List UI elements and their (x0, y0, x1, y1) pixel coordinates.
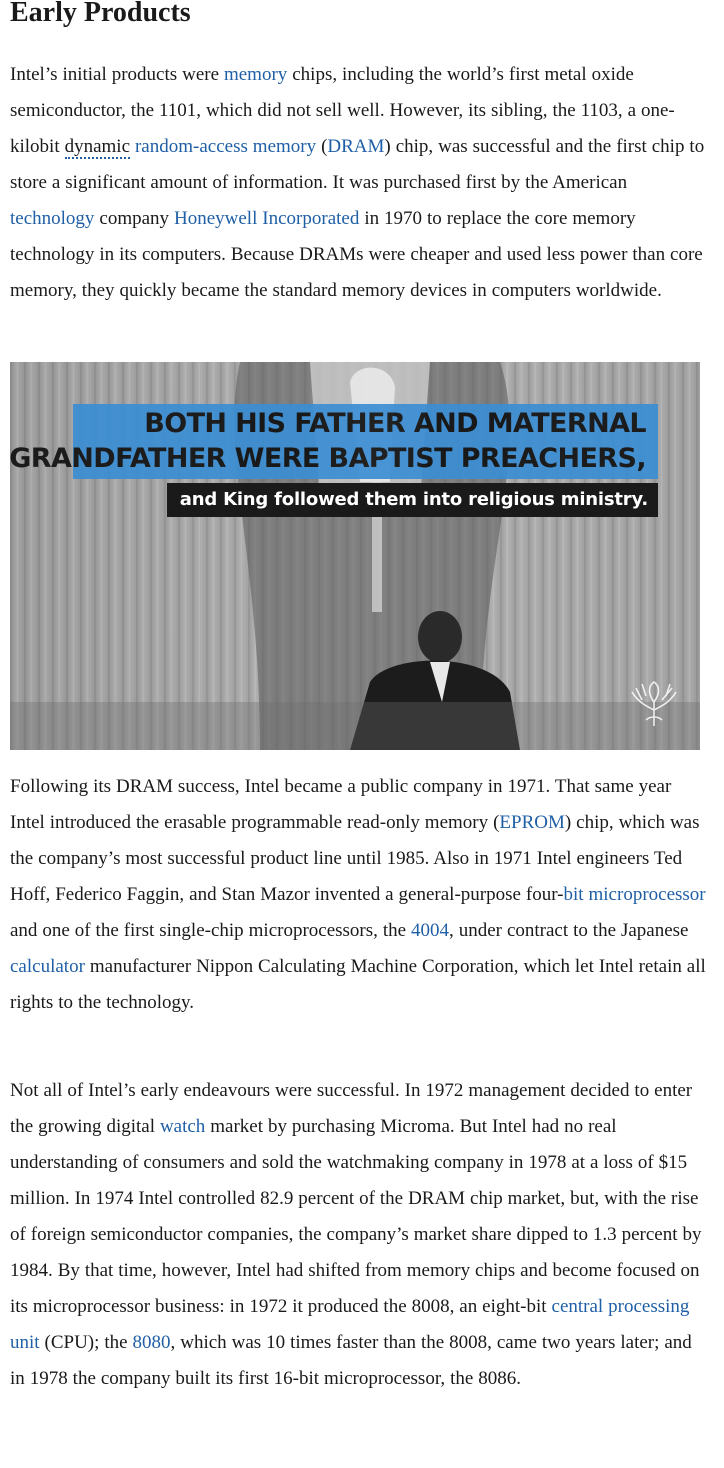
link-8080[interactable]: 8080 (132, 1332, 171, 1353)
text: Not all of Intel’s early endeavours were successful. In 1972 management decided to enter the growing digital (10, 1080, 693, 1137)
term-dynamic[interactable]: dynamic (64, 136, 131, 157)
text: , which was 10 times faster than the 8008, came two years later; and in 1978 the company built its first 16-bit microprocessor, the 8086. (10, 1332, 692, 1389)
link-eprom[interactable]: EPROM (499, 812, 565, 833)
text: , under contract to the Japanese (449, 920, 689, 941)
text: company (94, 208, 174, 229)
caption-primary-text (9, 404, 658, 476)
text: (CPU); the (39, 1332, 133, 1353)
link-bit[interactable]: bit (563, 884, 584, 905)
caption-banner-primary (9, 404, 658, 479)
caption-banner-secondary (167, 483, 658, 517)
caption-line-2: GRANDFATHER WERE BAPTIST PREACHERS, (9, 443, 646, 474)
text: in 1970 to replace the core memory technology in its computers. Because DRAMs were cheaper and used less power than core memory, they quickly became the standard memory devices in computers worldwide. (10, 208, 703, 301)
link-random-access-memory[interactable]: random-access memory (134, 136, 317, 157)
text: and one of the first single-chip microprocessors, the (10, 920, 412, 941)
text: Following its DRAM success, Intel became a public company in 1971. That same year Intel introduced the erasable programmable read-only memory ( (10, 776, 672, 833)
link-central-processing-unit[interactable]: central processing unit (10, 1296, 690, 1353)
paragraph-dram-success (10, 769, 710, 1021)
text: ) chip, which was the company’s most successful product line until 1985. Also in 1971 Intel engineers Ted Hoff, Federico Faggin, and Stan Mazor invented a general-purpose four- (10, 812, 700, 905)
link-memory[interactable]: memory (223, 64, 288, 85)
caption-secondary-text: and King followed them into religious ministry. (179, 489, 648, 510)
text: chips, including the world’s first metal oxide semiconductor, the 1101, which did not sell well. However, its sibling, the 1103, a one-kilobit (10, 64, 675, 157)
text: manufacturer Nippon Calculating Machine Corporation, which let Intel retain all rights to the technology. (10, 956, 706, 1013)
link-dram[interactable]: DRAM (327, 136, 385, 157)
link-4004[interactable]: 4004 (411, 920, 450, 941)
link-technology[interactable]: technology (10, 208, 95, 229)
link-microprocessor[interactable]: microprocessor (588, 884, 706, 905)
text: Intel’s initial products were (10, 64, 224, 85)
text: market by purchasing Microma. But Intel had no real understanding of consumers and sold the watchmaking company in 1978 at a loss of $15 million. In 1974 Intel controlled 82.9 percent of the DRAM chip market, but, with the rise of foreign semiconductor companies, the company’s market share dipped to 1.3 percent by 1984. By that time, however, Intel had shifted from memory chips and become focused on its microprocessor business: in 1972 it produced the 8008, an eight-bit (10, 1116, 702, 1317)
caption-line-1: BOTH HIS FATHER AND MATERNAL (144, 408, 646, 439)
section-heading: Early Products (10, 0, 191, 28)
paragraph-early-endeavours (10, 1073, 710, 1397)
link-honeywell[interactable]: Honeywell Incorporated (173, 208, 360, 229)
text: ) chip, was successful and the first chip to store a significant amount of information. It was purchased first by the American (10, 136, 705, 193)
text: ( (316, 136, 328, 157)
link-watch[interactable]: watch (159, 1116, 206, 1137)
paragraph-early-products (10, 57, 710, 309)
thistle-icon (628, 680, 680, 728)
link-calculator[interactable]: calculator (10, 956, 85, 977)
